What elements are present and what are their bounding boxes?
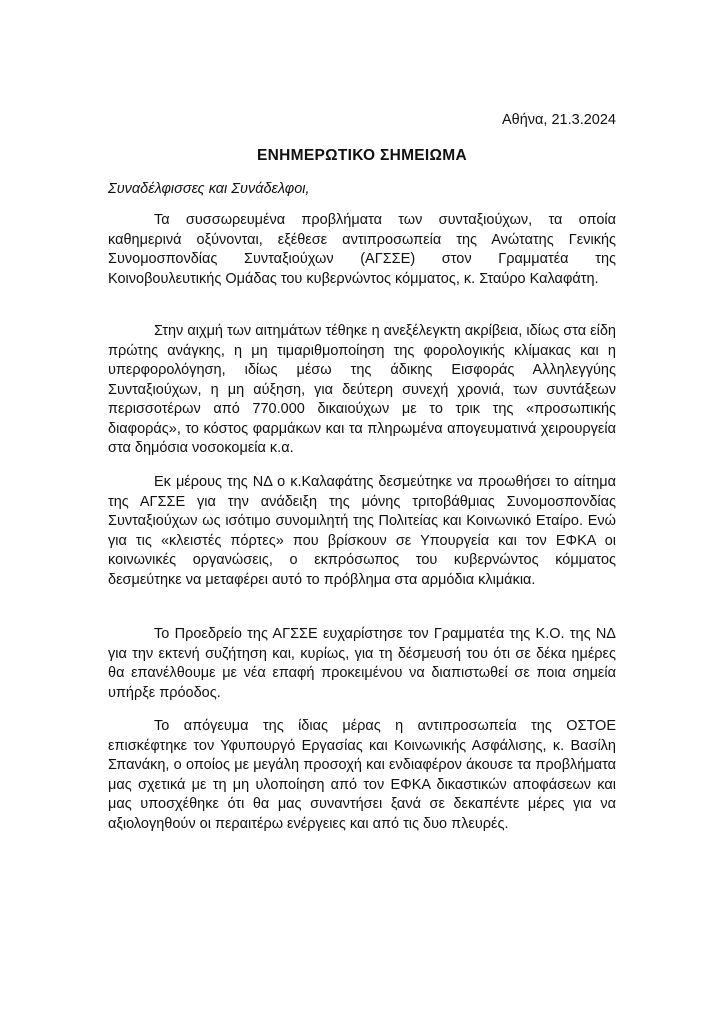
body-paragraph: Στην αιχμή των αιτημάτων τέθηκε η ανεξέλεγκτη ακρίβεια, ιδίως στα είδη πρώτης ανάγκης, η μη τιμαριθμοποίηση της φορολογικής κλίμακας και η υπερφορολόγηση, ιδίως μέσω της άδικης Εισφοράς Αλληλεγγύης Συνταξιούχων, η μη αύξηση, για δεύτερη συνεχή χρονιά, των συντάξεων περισσοτέρων από 770.000 δικαιούχων με το τρικ της «προσωπικής διαφοράς», το κόστος φαρμάκων και τα πληρωμένα απογευματινά χειρουργεία στα δημόσια νοσοκομεία κ.α. <box>108 323 616 456</box>
document-date: Αθήνα, 21.3.2024 <box>502 112 616 128</box>
body-paragraph: Τα συσσωρευμένα προβλήματα των συνταξιούχων, τα οποία καθημερινά οξύνονται, εξέθεσε αντιπροσωπεία της Ανώτατης Γενικής Συνομοσπονδίας Συνταξιούχων (ΑΓΣΣΕ) στον Γραμματέα της Κοινοβουλευτικής Ομάδας του κυβερνώντος κόμματος, κ. Σταύρο Καλαφάτη. <box>108 212 616 287</box>
greeting-line: Συναδέλφισσες και Συνάδελφοι, <box>108 181 310 197</box>
document-title: ΕΝΗΜΕΡΩΤΙΚΟ ΣΗΜΕΙΩΜΑ <box>257 147 467 164</box>
body-paragraph: Το απόγευμα της ίδιας μέρας η αντιπροσωπεία της ΟΣΤΟΕ επισκέφτηκε τον Υφυπουργό Εργασίας και Κοινωνικής Ασφάλισης, κ. Βασίλη Σπανάκη, ο οποίος με μεγάλη προσοχή και ενδιαφέρον άκουσε τα προβλήματα μας σχετικά με τη μη υλοποίηση από τον ΕΦΚΑ δικαστικών αποφάσεων και μας υποσχέθηκε ότι θα μας συναντήσει ξανά σε δεκαπέντε μέρες για να αξιολογηθούν οι περαιτέρω ενέργειες και από τις δυο πλευρές. <box>108 718 616 832</box>
body-paragraph: Το Προεδρείο της ΑΓΣΣΕ ευχαρίστησε τον Γραμματέα της Κ.Ο. της ΝΔ για την εκτενή συζήτηση και, κυρίως, για τη δέσμευσή του ότι σε δέκα ημέρες θα επανέλθουμε με νέα επαφή προκειμένου να διαπιστωθεί σε ποια σημεία υπήρξε πρόοδος. <box>108 626 616 701</box>
body-paragraph: Εκ μέρους της ΝΔ ο κ.Καλαφάτης δεσμεύτηκε να προωθήσει το αίτημα της ΑΓΣΣΕ για την ανάδειξη της μόνης τριτοβάθμιας Συνομοσπονδίας Συνταξιούχων ως ισότιμο συνομιλητή της Πολιτείας και Κοινωνικό Εταίρο. Ενώ για τις «κλειστές πόρτες» που βρίσκουν σε Υπουργεία και τον ΕΦΚΑ οι κοινωνικές οργανώσεις, ο εκπρόσωπος του κυβερνώντος κόμματος δεσμεύτηκε να μεταφέρει αυτό το πρόβλημα στα αρμόδια κλιμάκια. <box>108 474 616 588</box>
